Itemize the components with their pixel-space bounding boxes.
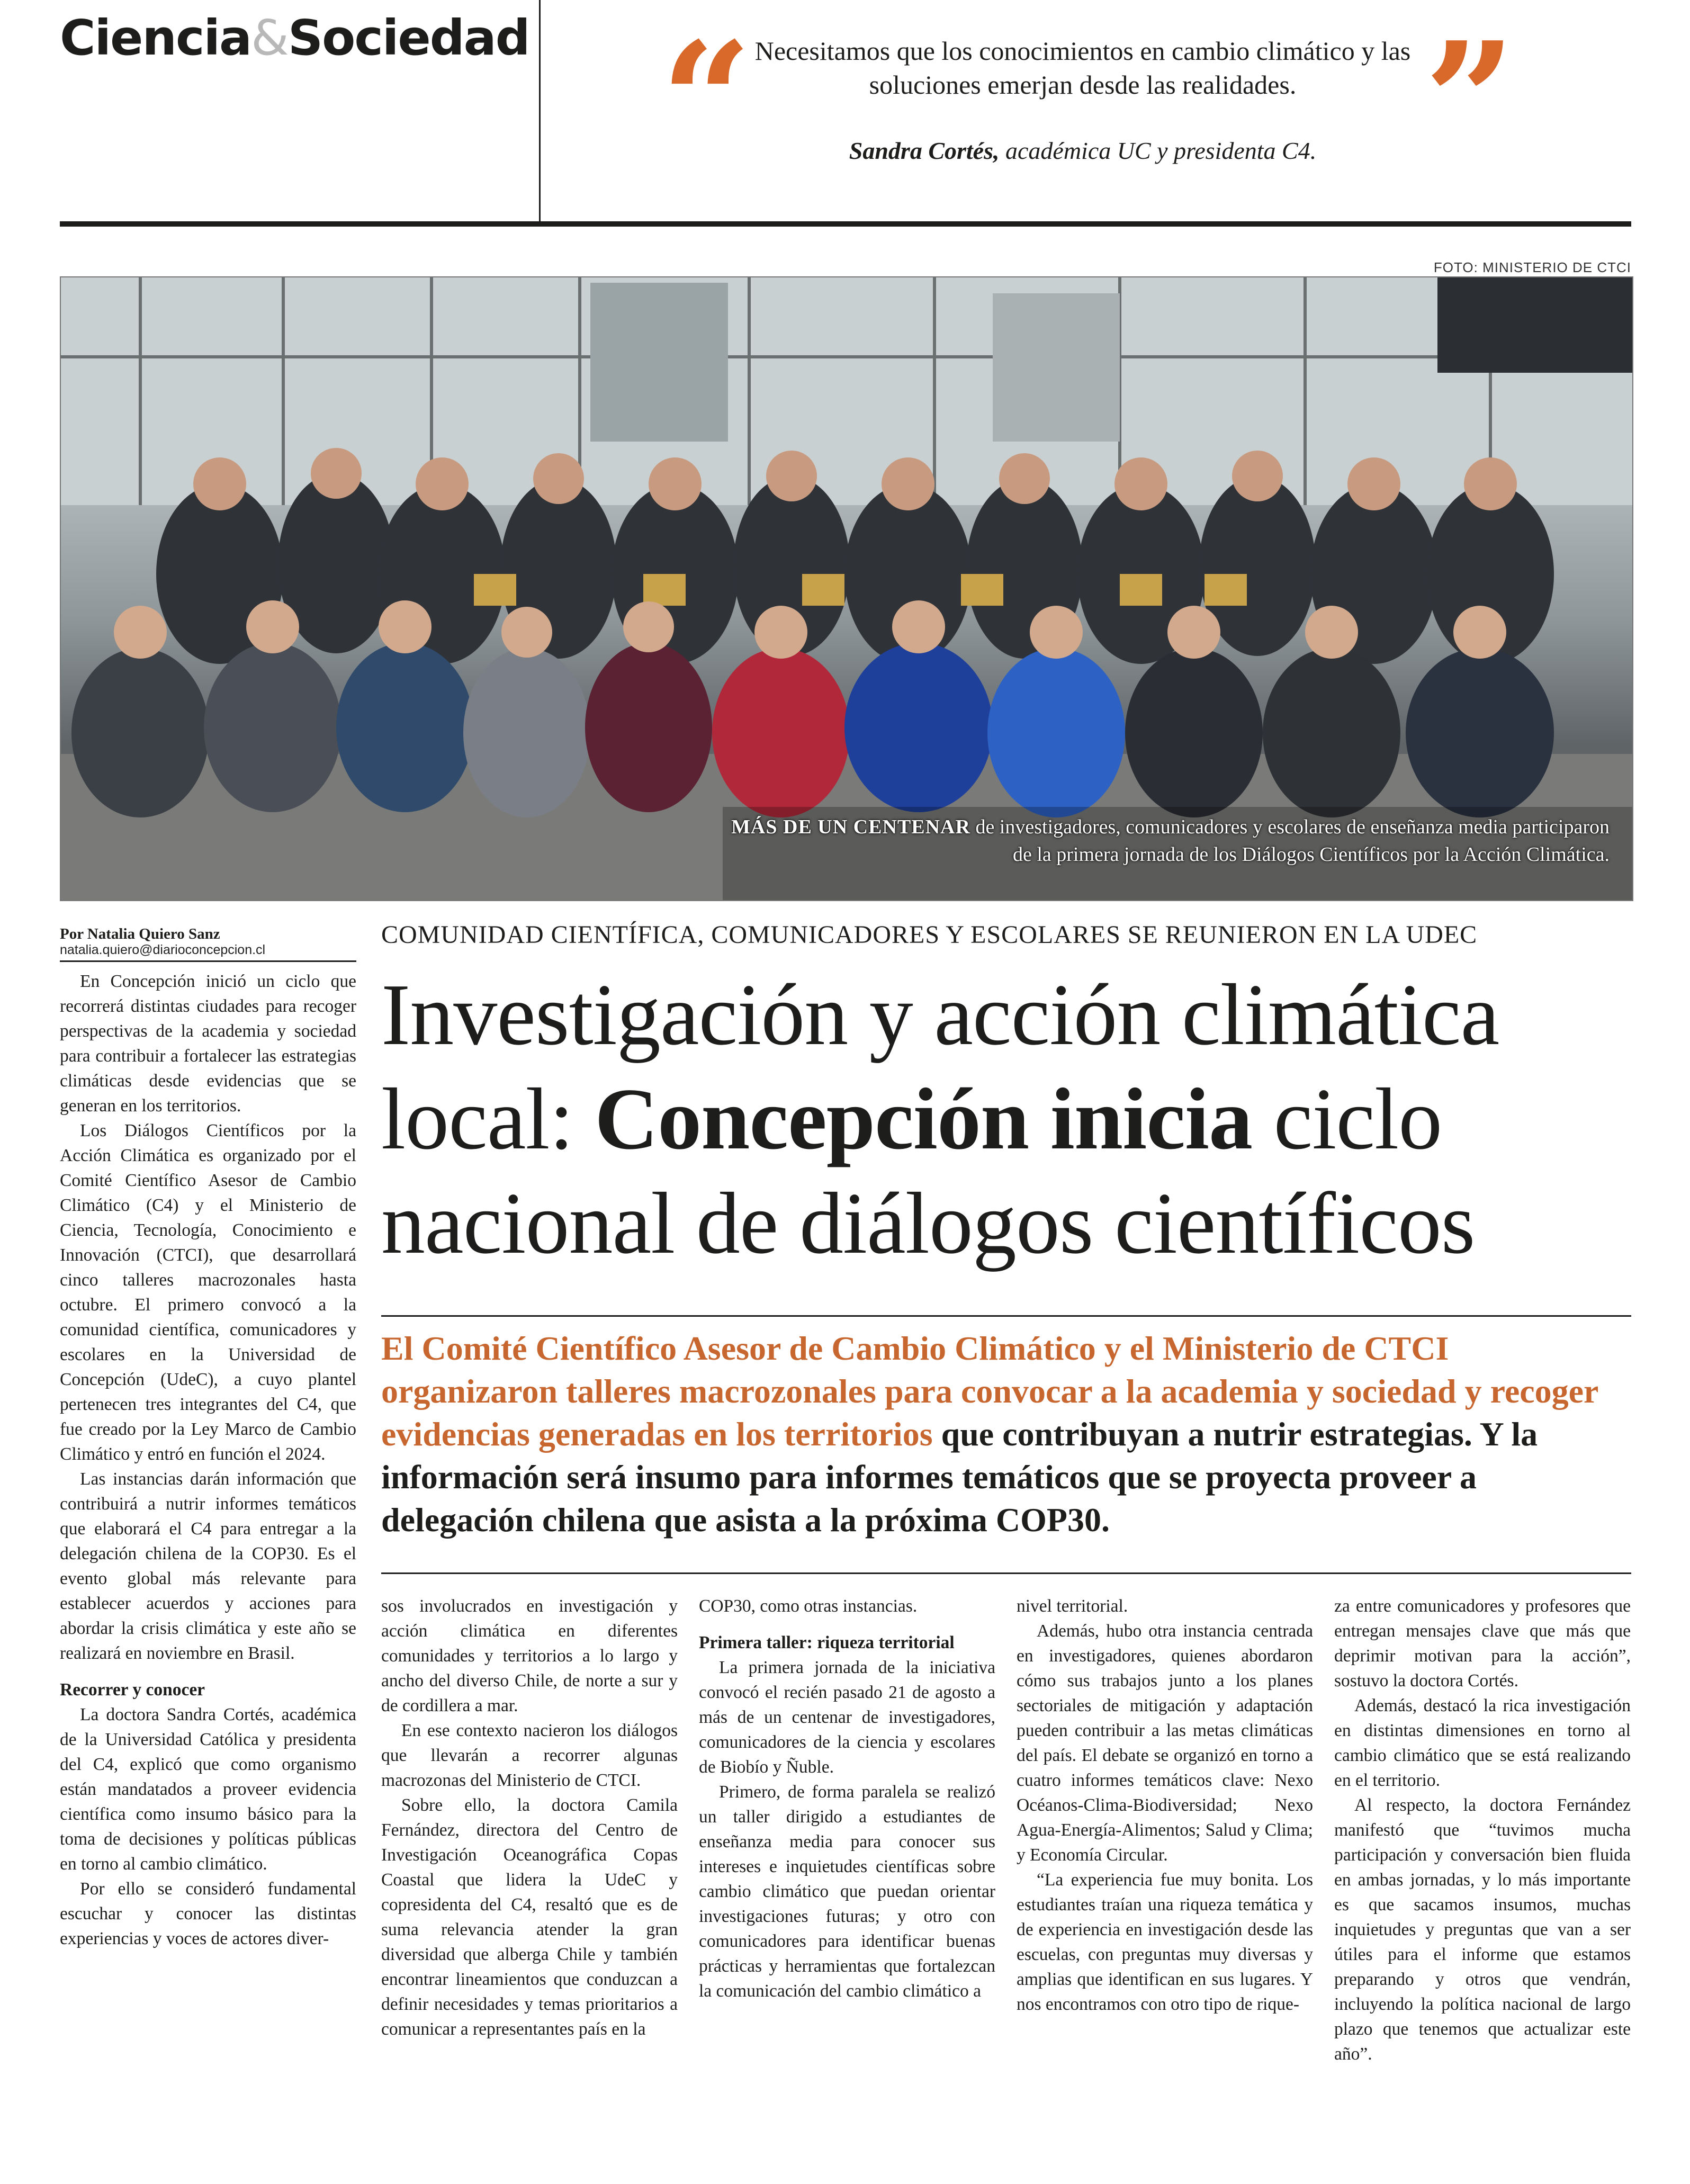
- pull-quote-author-role: académica UC y presidenta C4.: [1005, 137, 1317, 164]
- pull-quote-author-name: Sandra Cortés,: [849, 137, 1000, 164]
- paragraph: Además, hubo otra instancia centrada en investigadores, quienes abordaron cómo sus trabajos junto a los planes sectoriales de mitigación y adaptación pueden contribuir a las metas climáticas del país. El debate se organizó en torno a cuatro informes temáticos clave: Nexo Océanos-Clima-Biodiversidad; Nexo Agua-Energía-Alimentos; Salud y Clima; y Economía Circular.: [1017, 1621, 1313, 1865]
- paragraph: Al respecto, la doctora Fernández manifestó que “tuvimos mucha participación y conversación bien fluida en ambas jornadas, y lo más importante es que sacamos insumos, muchas inquietudes y preguntas que van a ser útiles para el informe que estamos preparando y otros que vendrán, incluyendo la política nacional de largo plazo que tenemos que actualizar este año”.: [1334, 1795, 1631, 2064]
- quote-open-icon: “: [661, 7, 752, 194]
- group-photo-illustration: [61, 277, 1632, 900]
- photo-caption-text: de investigadores, comunicadores y escolares de enseñanza media participaron de la primera jornada de los Diálogos Científicos por la Acción Climática.: [975, 816, 1610, 866]
- deck-rest: que contribuyan a nutrir estrategias. Y la información será insumo para informes temáticos que se proyecta proveer a delegación chilena que asista a la próxima COP30.: [381, 1415, 1538, 1539]
- paragraph: Las instancias darán información que contribuirá a nutrir informes temáticos que elaborará el C4 para entregar a la delegación chilena de la COP30. Es el evento global más relevante para establecer acuerdos y acciones para abordar la crisis climática y este año se realizará en noviembre en Brasil.: [60, 1469, 356, 1663]
- body-column-3: [1017, 1594, 1313, 2017]
- headline: [381, 963, 1631, 1275]
- section-title-ampersand: &: [251, 10, 288, 66]
- body-column-left: [60, 969, 356, 1951]
- pull-quote: Necesitamos que los conocimientos en cambio climático y las soluciones emerjan desde las realidades.: [754, 36, 1411, 100]
- deck: [381, 1327, 1631, 1541]
- photo-caption: [731, 813, 1610, 868]
- deck-rule: [381, 1315, 1631, 1317]
- paragraph: La primera jornada de la iniciativa convocó el recién pasado 21 de agosto a más de un centenar de investigadores, comunicadores de la ciencia y escolares de Biobío y Ñuble.: [699, 1658, 995, 1777]
- subheading: Primera taller: riqueza territorial: [699, 1633, 955, 1652]
- paragraph: nivel territorial.: [1017, 1596, 1128, 1616]
- paragraph: La doctora Sandra Cortés, académica de la Universidad Católica y presidenta del C4, explicó que como organismo están mandatados a proveer evidencia científica como insumo básico para la toma de decisiones y políticas públicas en torno al cambio climático.: [60, 1705, 356, 1874]
- header-divider: [539, 0, 541, 222]
- headline-part1: Investigación y acción climática local:: [381, 966, 1499, 1167]
- columns-rule: [381, 1572, 1631, 1574]
- headline-part2: ciclo nacional de diálogos científicos: [381, 1070, 1475, 1272]
- section-title-part1: Ciencia: [60, 10, 251, 66]
- headline-bold: Concepción inicia: [595, 1070, 1253, 1167]
- subheading: Recorrer y conocer: [60, 1680, 205, 1700]
- paragraph: sos involucrados en investigación y acción climática en diferentes comunidades y territorios a lo largo y ancho del diverso Chile, de norte a sur y de cordillera a mar.: [381, 1596, 678, 1715]
- group-photo: [60, 276, 1633, 901]
- pull-quote-author: [752, 137, 1414, 165]
- paragraph: “La experiencia fue muy bonita. Los estudiantes traían una riqueza temática y de experiencia en investigación desde las escuelas, con preguntas muy diversas y amplias que identifican en sus lugares. Y nos encontramos con otro tipo de rique-: [1017, 1870, 1313, 2014]
- paragraph: za entre comunicadores y profesores que entregan mensajes clave que más que deprimir motivan para la acción”, sostuvo la doctora Cortés.: [1334, 1596, 1631, 1691]
- photo-caption-lead: MÁS DE UN CENTENAR: [731, 816, 970, 838]
- paragraph: COP30, como otras instancias.: [699, 1596, 918, 1616]
- paragraph: En ese contexto nacieron los diálogos que llevarán a recorrer algunas macrozonas del Ministerio de CTCI.: [381, 1721, 678, 1790]
- quote-close-icon: ”: [1424, 7, 1516, 194]
- section-title: [60, 10, 529, 66]
- paragraph: Los Diálogos Científicos por la Acción Climática es organizado por el Comité Científico Asesor de Cambio Climático (C4) y el Ministerio de Ciencia, Tecnología, Conocimiento e Innovación (CTCI), que desarrollará cinco talleres macrozonales hasta octubre. El primero convocó a la comunidad científica, comunicadores y escolares en la Universidad de Concepción (UdeC), a cuyo plantel pertenecen tres integrantes del C4, que fue creado por la Ley Marco de Cambio Climático y entró en función el 2024.: [60, 1121, 356, 1464]
- kicker: COMUNIDAD CIENTÍFICA, COMUNICADORES Y ESCOLARES SE REUNIERON EN LA UDEC: [381, 921, 1478, 949]
- paragraph: Además, destacó la rica investigación en distintas dimensiones en torno al cambio climático que se está realizando en el territorio.: [1334, 1696, 1631, 1790]
- byline-author: Por Natalia Quiero Sanz: [60, 925, 220, 942]
- body-column-1: [381, 1594, 678, 2042]
- paragraph: En Concepción inició un ciclo que recorrerá distintas ciudades para recoger perspectivas de la academia y sociedad para contribuir a fortalecer las estrategias climáticas desde evidencias que se generan en los territorios.: [60, 972, 356, 1116]
- byline-email: natalia.quiero@diarioconcepcion.cl: [60, 942, 266, 957]
- paragraph: Sobre ello, la doctora Camila Fernández, directora del Centro de Investigación Oceanográfica Copas Coastal que lidera la UdeC y copresidenta del C4, resaltó que es de suma relevancia atender la gran diversidad que alberga Chile y también encontrar lineamientos que conduzcan a definir necesidades y temas prioritarios a comunicar a representantes país en la: [381, 1795, 678, 2039]
- section-title-part2: Sociedad: [287, 10, 529, 66]
- paragraph: Primero, de forma paralela se realizó un taller dirigido a estudiantes de enseñanza media para conocer sus intereses e inquietudes científicas sobre cambio climático que puedan orientar investigaciones futuras; y otro con comunicadores para identificar buenas prácticas y herramientas que fortalezcan la comunicación del cambio climático a: [699, 1782, 995, 2001]
- paragraph: Por ello se consideró fundamental escuchar y conocer las distintas experiencias y voces de actores diver-: [60, 1879, 356, 1948]
- header-rule: [60, 221, 1631, 227]
- photo-credit: FOTO: MINISTERIO DE CTCI: [1433, 259, 1631, 275]
- body-column-2: [699, 1594, 995, 2003]
- deck-accent: El Comité Científico Asesor de Cambio Climático y el Ministerio de CTCI organizaron talleres macrozonales para convocar a la academia y sociedad y recoger evidencias generadas en los territorios: [381, 1329, 1598, 1453]
- byline-rule: [60, 960, 356, 962]
- body-column-4: [1334, 1594, 1631, 2066]
